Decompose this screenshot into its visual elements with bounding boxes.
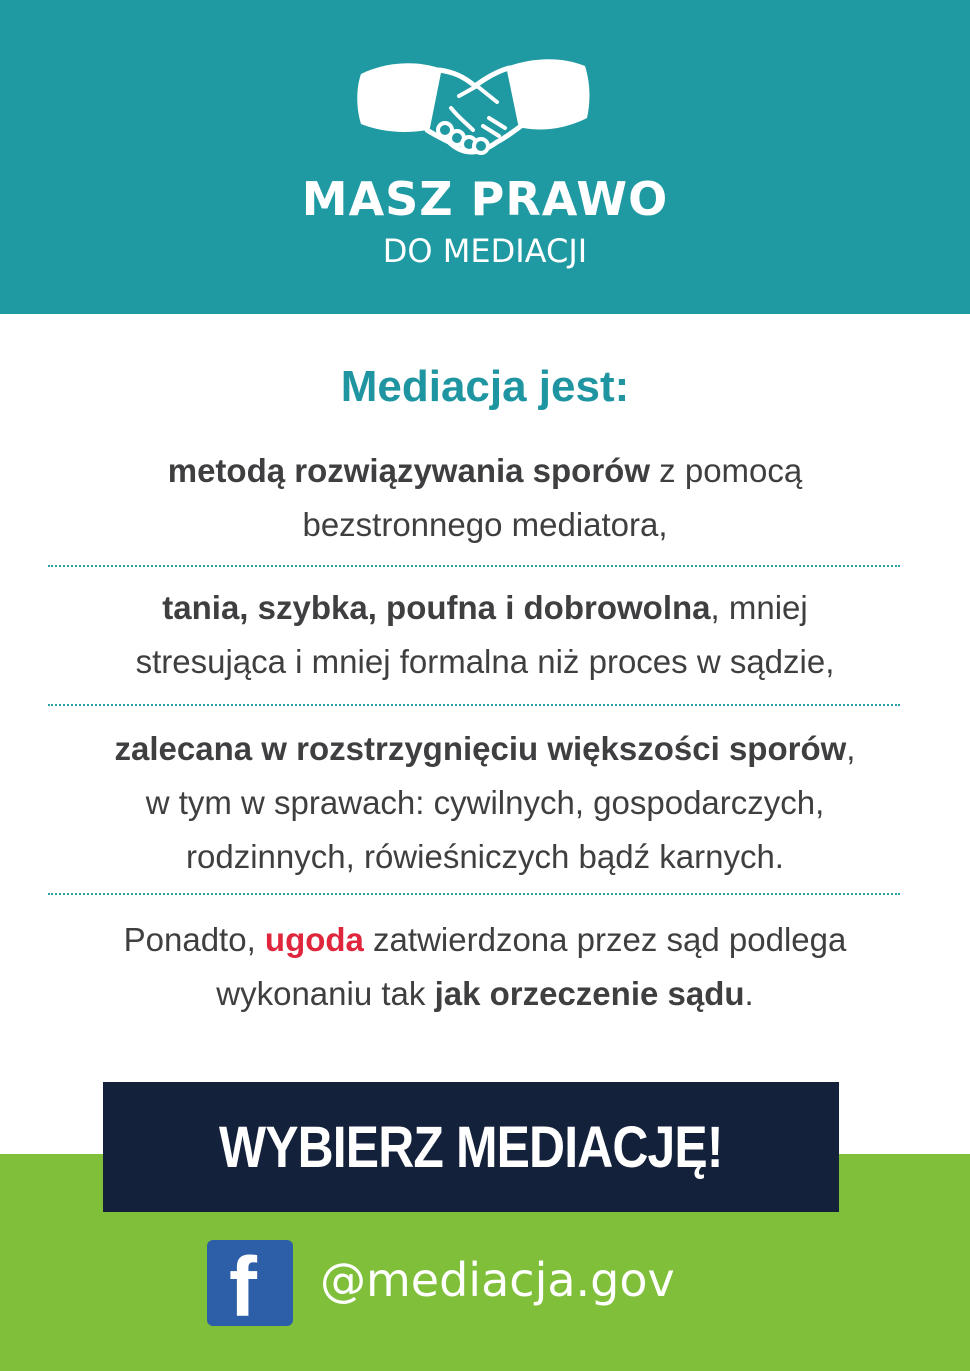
- bold-phrase: tania, szybka, poufna i dobrowolna: [162, 589, 711, 626]
- title-do-mediacji: DO MEDIACJI: [382, 232, 588, 270]
- text-run: ,: [846, 730, 856, 767]
- bold-phrase: zalecana w rozstrzygnięciu większości sporów: [114, 730, 847, 767]
- dotted-divider: [48, 893, 900, 895]
- cta-label: WYBIERZ MEDIACJĘ!: [219, 1114, 723, 1180]
- highlight-ugoda: ugoda: [264, 921, 364, 958]
- text-run: , mniej: [710, 589, 808, 626]
- paragraph-recommended: [30, 722, 940, 884]
- text-run: zatwierdzona przez sąd podlega: [363, 921, 847, 958]
- title-masz-prawo: MASZ PRAWO: [301, 172, 669, 226]
- text-run: w tym w sprawach: cywilnych, gospodarczych,: [145, 784, 825, 821]
- facebook-handle-link[interactable]: @mediacja.gov: [320, 1253, 675, 1307]
- cta-banner: [103, 1082, 839, 1212]
- paragraph-method: [30, 444, 940, 552]
- paragraph-qualities: [30, 581, 940, 689]
- text-run: Ponadto,: [123, 921, 265, 958]
- dotted-divider: [48, 704, 900, 706]
- paragraph-settlement: [30, 913, 940, 1021]
- text-run: bezstronnego mediatora,: [302, 506, 668, 543]
- text-run: z pomocą: [650, 452, 803, 489]
- header-banner: [0, 0, 970, 314]
- text-run: stresująca i mniej formalna niż proces w sądzie,: [135, 643, 835, 680]
- handshake-icon: [355, 48, 591, 160]
- bold-phrase: jak orzeczenie sądu: [434, 975, 745, 1012]
- text-run: rodzinnych, rówieśniczych bądź karnych.: [186, 838, 784, 875]
- text-run: wykonaniu tak: [216, 975, 435, 1012]
- text-run: .: [744, 975, 754, 1012]
- facebook-letter: f: [229, 1240, 257, 1326]
- facebook-icon[interactable]: [207, 1240, 293, 1326]
- dotted-divider: [48, 565, 900, 567]
- section-heading: Mediacja jest:: [340, 362, 630, 411]
- bold-phrase: metodą rozwiązywania sporów: [167, 452, 651, 489]
